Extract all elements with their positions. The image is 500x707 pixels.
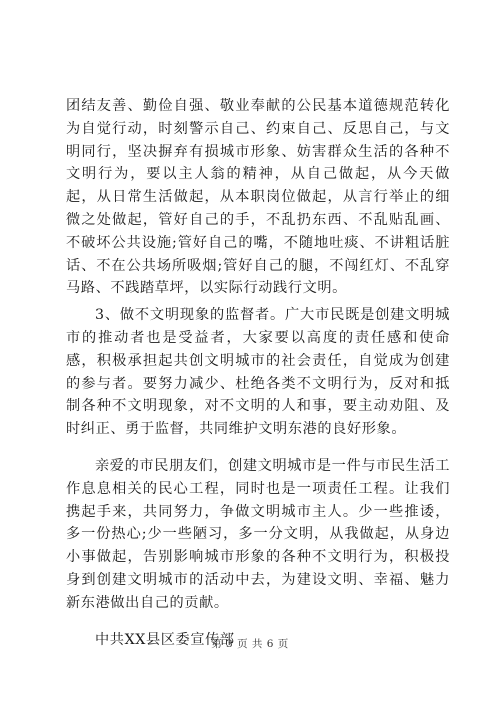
paragraph-supervisor: 3、做不文明现象的监督者。广大市民既是创建文明城市的推动者也是受益者，大家要以高度的责任感和使命感，积极承担起共创文明城市的社会责任，自觉成为创建的参与者。要努力减少、杜绝各类不文明行为，反对和抵制各种不文明现象，对不文明的人和事，要主动劝阻、及时纠正、勇于监督，共同维护文明东港的良好形象。 [66, 307, 450, 438]
paragraph-continuation: 团结友善、勤俭自强、敬业奉献的公民基本道德规范转化为自觉行动，时刻警示自己、约束自己、反思自己，与文明同行，坚决摒弃有损城市形象、妨害群众生活的各种不文明行为，要以主人翁的精神，从自己做起，从今天做起，从日常生活做起，从本职岗位做起，从言行举止的细微之处做起，管好自己的手，不乱扔东西、不乱贴乱画、不破坏公共设施;管好自己的嘴，不随地吐痰、不讲粗话脏话、不在公共场所吸烟;管好自己的腿，不闯红灯、不乱穿马路、不践踏草坪，以实际行动践行文明。 [66, 98, 450, 297]
document-body [66, 95, 450, 651]
paragraph-appeal: 亲爱的市民朋友们，创建文明城市是一件与市民生活工作息息相关的民心工程，同时也是一项责任工程。让我们携起手来，共同努力，争做文明城市主人。少一些推诿，多一份热心;少一些陋习，多一分文明，从我做起，从身边小事做起，告别影响城市形象的各种不文明行为，积极投身到创建文明城市的活动中去，为建设文明、幸福、魅力新东港做出自己的贡献。 [66, 457, 450, 611]
signature: 中共XX县区委宣传部 [95, 631, 235, 648]
page-number: 第 3 页 共 6 页 [211, 638, 289, 650]
